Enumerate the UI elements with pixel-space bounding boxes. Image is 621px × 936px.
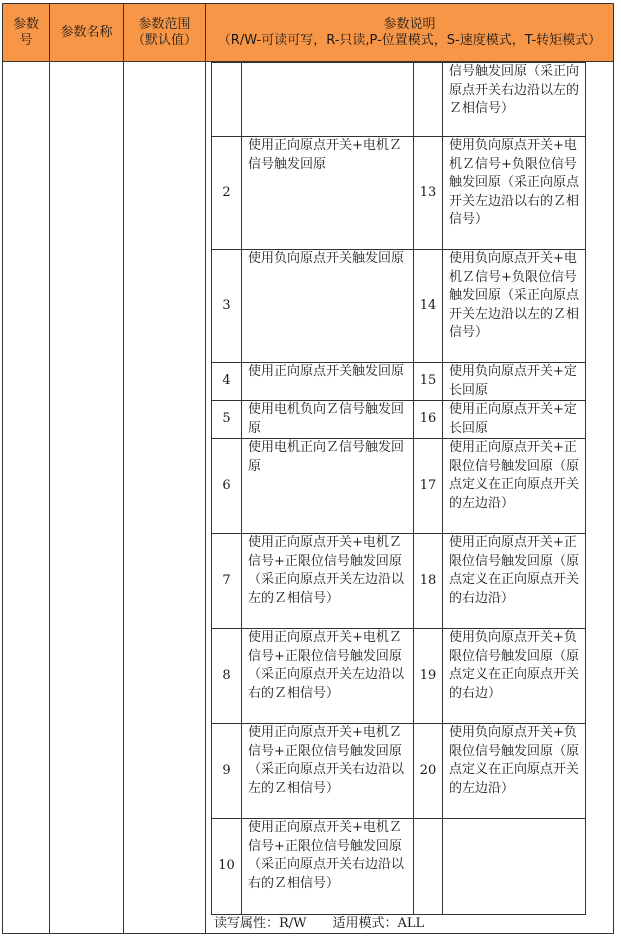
table-body-row: [3, 62, 614, 934]
mode-number: 15: [414, 363, 443, 401]
header-param-description: [206, 4, 614, 62]
header-param-range: 参数范围（默认值）: [124, 4, 206, 62]
cell-param-range: [124, 62, 206, 934]
mode-description: 使用负向原点开关触发回原: [242, 250, 414, 363]
mode-number: 10: [212, 819, 242, 915]
homing-mode-table: [211, 62, 586, 915]
mode-row: [212, 439, 586, 534]
cell-param-name: [50, 62, 124, 934]
mode-row: [212, 724, 586, 819]
footer-applicable-mode: 适用模式：ALL: [332, 916, 425, 931]
mode-number: 18: [414, 534, 443, 629]
mode-number: 17: [414, 439, 443, 534]
cell-param-description: [206, 62, 614, 934]
mode-number: [414, 63, 443, 137]
mode-number: 14: [414, 250, 443, 363]
mode-description: 信号触发回原（采正向原点开关右边沿以左的Ｚ相信号）: [443, 63, 586, 137]
mode-description: 使用负向原点开关+定长回原: [443, 363, 586, 401]
mode-description: 使用负向原点开关+负限位信号触发回原（原点定义在正向原点开关的右边）: [443, 629, 586, 724]
mode-number: 20: [414, 724, 443, 819]
mode-number: 4: [212, 363, 242, 401]
footer-attributes: [206, 915, 613, 933]
mode-number: 5: [212, 401, 242, 439]
mode-description: 使用正向原点开关+电机Ｚ信号+正限位信号触发回原（采正向原点开关左边沿以左的Ｚ相信号）: [242, 534, 414, 629]
mode-row: [212, 534, 586, 629]
mode-description: 使用正向原点开关+电机Ｚ信号触发回原: [242, 137, 414, 250]
table-header-row: [3, 4, 614, 62]
mode-description: 使用正向原点开关+正限位信号触发回原（原点定义在正向原点开关的左边沿）: [443, 439, 586, 534]
mode-description: [443, 819, 586, 915]
mode-row: [212, 401, 586, 439]
mode-row: [212, 63, 586, 137]
mode-description: 使用负向原点开关+电机Ｚ信号+负限位信号触发回原（采正向原点开关左边沿以右的Ｚ相信号）: [443, 137, 586, 250]
mode-number: 3: [212, 250, 242, 363]
mode-description: 使用正向原点开关+电机Ｚ信号+正限位信号触发回原（采正向原点开关右边沿以左的Ｚ相信号）: [242, 724, 414, 819]
header-param-name: 参数名称: [50, 4, 124, 62]
mode-description: 使用电机正向Ｚ信号触发回原: [242, 439, 414, 534]
header-description-subtitle: （R/W-可读可写，R-只读,P-位置模式，S-速度模式，T-转矩模式）: [217, 32, 602, 48]
mode-description: [242, 63, 414, 137]
footer-rw-attribute: 读写属性：R/W: [214, 916, 307, 931]
mode-description: 使用正向原点开关+电机Ｚ信号+正限位信号触发回原（采正向原点开关左边沿以右的Ｚ相信号）: [242, 629, 414, 724]
header-param-number: 参数号: [3, 4, 50, 62]
mode-number: [212, 63, 242, 137]
mode-number: 6: [212, 439, 242, 534]
mode-number: 13: [414, 137, 443, 250]
mode-row: [212, 137, 586, 250]
mode-number: [414, 819, 443, 915]
cell-param-number: [3, 62, 50, 934]
mode-description: 使用正向原点开关+定长回原: [443, 401, 586, 439]
mode-description: 使用正向原点开关触发回原: [242, 363, 414, 401]
mode-description: 使用负向原点开关+负限位信号触发回原（原点定义在正向原点开关的左边沿）: [443, 724, 586, 819]
header-description-title: 参数说明: [383, 16, 436, 32]
mode-row: [212, 629, 586, 724]
mode-row: [212, 819, 586, 915]
mode-number: 7: [212, 534, 242, 629]
mode-description: 使用正向原点开关+电机Ｚ信号+正限位信号触发回原（采正向原点开关右边沿以右的Ｚ相信号）: [242, 819, 414, 915]
mode-number: 16: [414, 401, 443, 439]
mode-number: 8: [212, 629, 242, 724]
mode-number: 2: [212, 137, 242, 250]
mode-number: 9: [212, 724, 242, 819]
parameter-table: [2, 3, 614, 934]
mode-description: 使用电机负向Ｚ信号触发回原: [242, 401, 414, 439]
mode-number: 19: [414, 629, 443, 724]
mode-row: [212, 363, 586, 401]
mode-row: [212, 250, 586, 363]
mode-description: 使用正向原点开关+正限位信号触发回原（原点定义在正向原点开关的右边沿）: [443, 534, 586, 629]
mode-description: 使用负向原点开关+电机Ｚ信号+负限位信号触发回原（采正向原点开关左边沿以左的Ｚ相信号）: [443, 250, 586, 363]
